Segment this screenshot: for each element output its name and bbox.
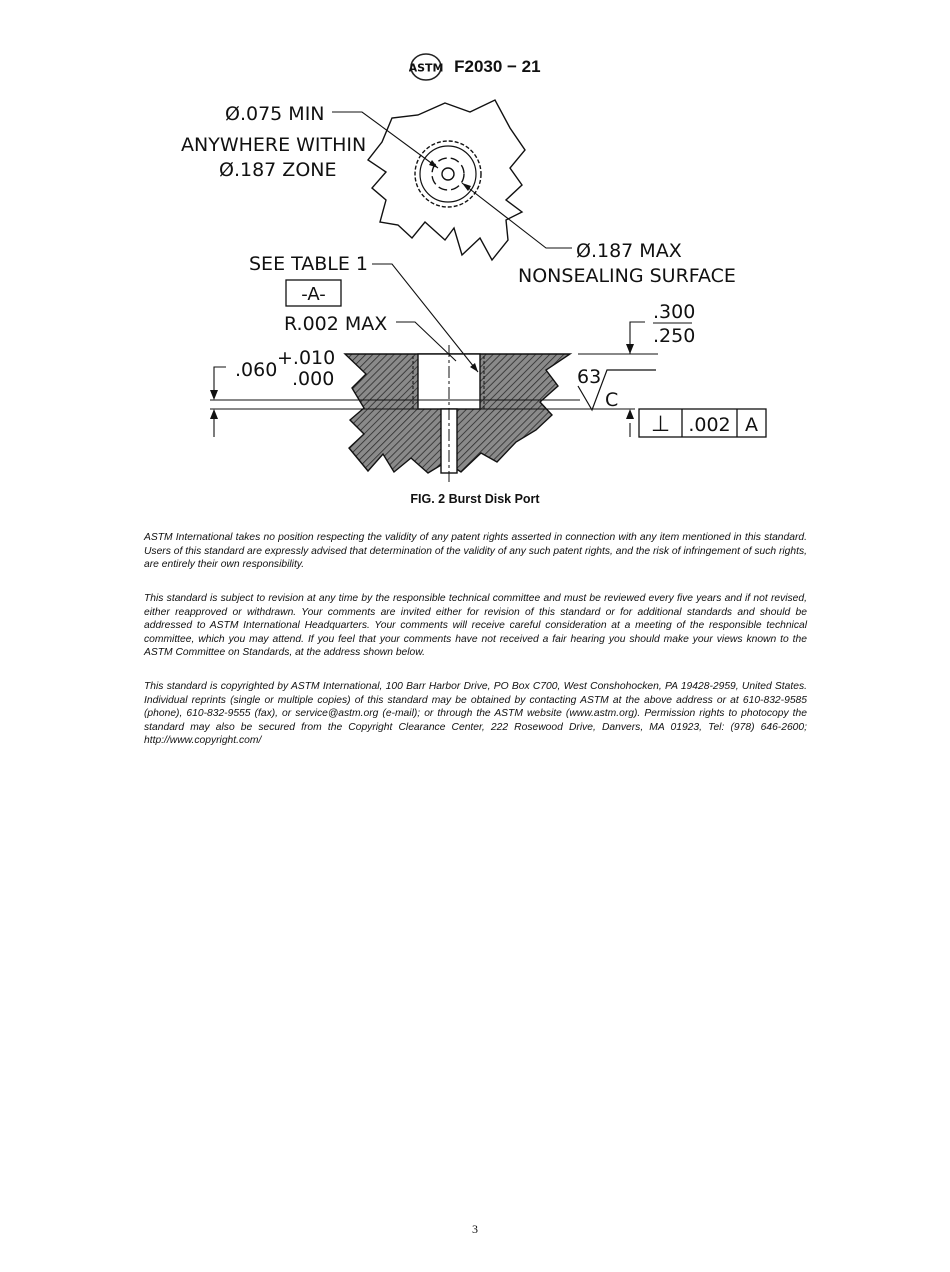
page-number: 3 <box>472 1222 478 1236</box>
depth-upper-label: .300 <box>653 301 696 323</box>
anywhere-label-line1: ANYWHERE WITHIN <box>181 134 367 156</box>
depth-lower-label: .250 <box>653 325 696 347</box>
finish-lay-label: C <box>605 389 619 411</box>
radius-label: R.002 MAX <box>284 313 388 335</box>
fcf-tolerance-label: .002 <box>688 414 731 436</box>
burst-disk-port-drawing <box>170 90 790 490</box>
recess-arrowhead-bottom <box>210 409 218 419</box>
recess-arrowhead-top <box>210 390 218 400</box>
astm-logo <box>409 52 443 82</box>
nonsealing-label: NONSEALING SURFACE <box>518 265 736 287</box>
datum-a-label: -A- <box>301 284 326 305</box>
fcf-datum-label: A <box>745 414 758 436</box>
tolerance-minus-label: .000 <box>292 368 335 390</box>
min-dia-label: Ø.075 MIN <box>225 103 325 125</box>
copyright-notice: This standard is copyrighted by ASTM International, 100 Barr Harbor Drive, PO Box C700, West Conshohocken, PA 19428-2959, United States. Individual reprints (single or multiple copies) of this standard may be obtained by contacting ASTM at the above address or at 610-832-9585 (phone), 610-832-9555 (fax), or service@astm.org (e-mail); or through the ASTM website (www.astm.org). Permission rights to photocopy the standard may also be secured from the Copyright Clearance Center, 222 Rosewood Drive, Danvers, MA 01923, Tel: (978) 646-2600; http://www.copyright.com/ <box>144 681 807 747</box>
astm-logo-text: ASTM <box>409 61 444 75</box>
patent-notice: ASTM International takes no position respecting the validity of any patent rights asserted in connection with any item mentioned in this standard. Users of this standard are expressly advised that determination of the validity of any such patent rights, and the risk of infringement of such rights, are entirely their own responsibility. <box>144 532 807 571</box>
depth-arrowhead <box>626 344 634 354</box>
anywhere-label-line2: Ø.187 ZONE <box>219 159 337 181</box>
recess-nominal-label: .060 <box>235 359 278 381</box>
standard-designation: F2030 − 21 <box>454 57 541 76</box>
page-header <box>0 52 950 82</box>
figure-caption: FIG. 2 Burst Disk Port <box>410 492 540 506</box>
depth-dim-leader <box>630 322 645 354</box>
fcf-arrowhead <box>626 409 634 419</box>
finish-value-label: 63 <box>577 366 602 388</box>
see-table-label: SEE TABLE 1 <box>249 253 368 275</box>
recess-dim-top <box>214 367 226 390</box>
perpendicularity-icon: ⊥ <box>650 412 671 437</box>
max-dia-label: Ø.187 MAX <box>576 240 682 262</box>
tolerance-plus-label: +.010 <box>277 347 336 369</box>
revision-notice: This standard is subject to revision at any time by the responsible technical committee and must be reviewed every five years and if not revised, either reapproved or withdrawn. Your comments are invited either for revision of this standard or for additional standards and should be addressed to ASTM International Headquarters. Your comments will receive careful consideration at a meeting of the responsible technical committee, which you may attend. If you feel that your comments have not received a fair hearing you should make your views known to the ASTM Committee on Standards, at the address shown below. <box>144 593 807 659</box>
